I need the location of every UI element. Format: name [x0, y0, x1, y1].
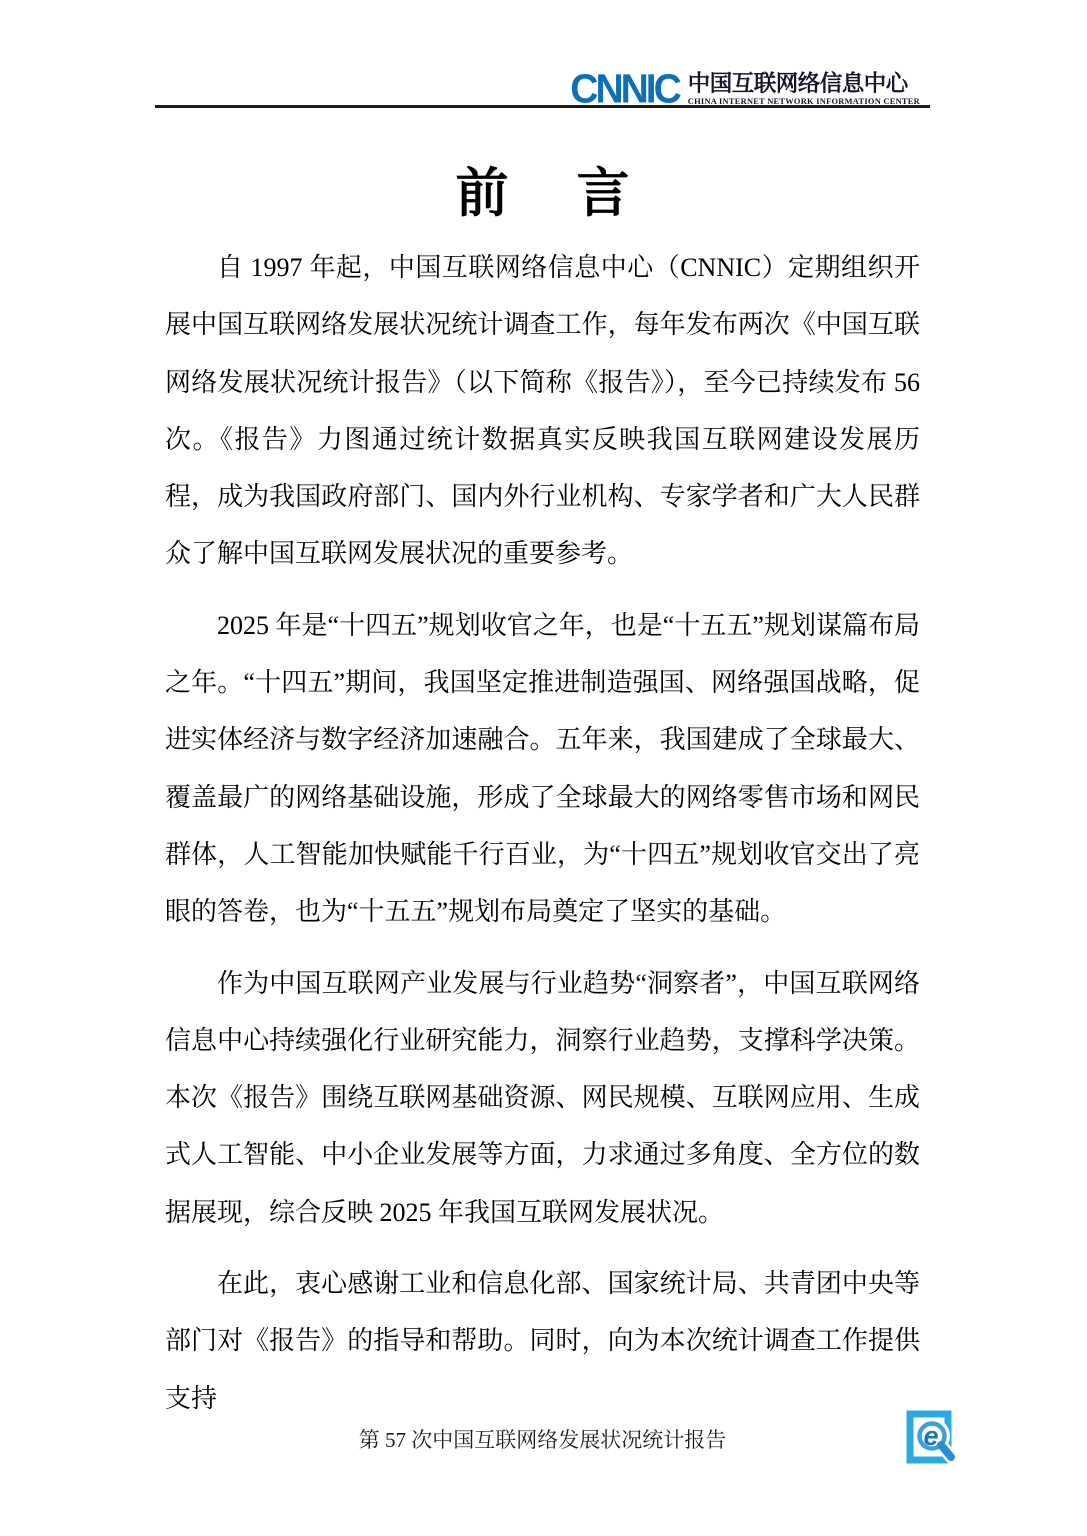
- svg-text:e: e: [923, 1421, 939, 1451]
- paragraph-report-scope: 作为中国互联网产业发展与行业趋势“洞察者”，中国互联网络信息中心持续强化行业研究能力，洞察行业趋势，支撑科学决策。本次《报告》围绕互联网基础资源、网民规模、互联网应用、生成式人工智能、中小企业发展等方面，力求通过多角度、全方位的数据展现，综合反映 2025 年我国互联网发展状况。: [165, 968, 920, 1227]
- document-magnifier-e-icon: [905, 1410, 959, 1468]
- paragraph-acknowledgements: 在此，衷心感谢工业和信息化部、国家统计局、共青团中央等部门对《报告》的指导和帮助。同时，向为本次统计调查工作提供支持: [165, 1269, 920, 1413]
- org-name-english: CHINA INTERNET NETWORK INFORMATION CENTER: [687, 97, 920, 107]
- title-char-second: 言: [576, 165, 630, 223]
- page-header: [165, 66, 920, 113]
- cnnic-logo: [570, 66, 920, 113]
- cnnic-wordmark-logo: CNNIC: [570, 66, 679, 113]
- org-name-block: [688, 72, 920, 108]
- header-divider-line: [155, 105, 930, 108]
- title-char-first: 前: [455, 165, 509, 223]
- survey-report-logo-icon: [905, 1410, 959, 1468]
- paragraph-five-year-plan: 2025 年是“十四五”规划收官之年，也是“十五五”规划谋篇布局之年。“十四五”期间，我国坚定推进制造强国、网络强国战略，促进实体经济与数字经济加速融合。五年来，我国建成了全球最大、覆盖最广的网络基础设施，形成了全球最大的网络零售市场和网民群体，人工智能加快赋能千行百业，为“十四五”规划收官交出了亮眼的答卷，也为“十五五”规划布局奠定了坚实的基础。: [165, 610, 920, 927]
- preface-body: [165, 239, 920, 1441]
- paragraph-history: 自 1997 年起，中国互联网络信息中心（CNNIC）定期组织开展中国互联网络发展状况统计调查工作，每年发布两次《中国互联网络发展状况统计报告》（以下简称《报告》），至今已持续发布 56 次。《报告》力图通过统计数据真实反映我国互联网建设发展历程，成为我国政府部门、国内外行业机构、专家学者和广大人民群众了解中国互联网发展状况的重要参考。: [165, 253, 920, 569]
- page-title: [165, 163, 920, 227]
- org-name-chinese: 中国互联网络信息中心: [687, 70, 908, 96]
- footer-report-title: 第 57 次中国互联网络发展状况统计报告: [358, 1428, 727, 1452]
